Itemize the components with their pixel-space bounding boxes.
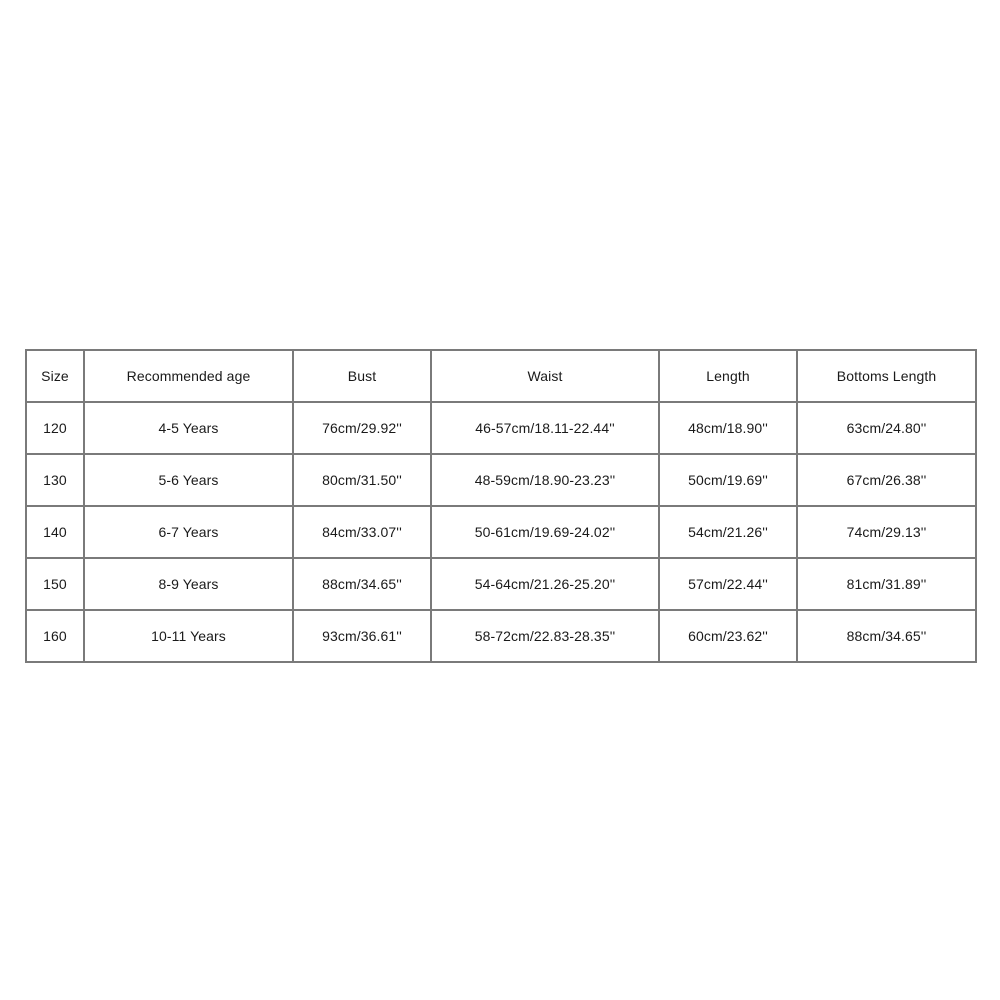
table-header-row: [26, 350, 976, 402]
cell-recommended-age: 8-9 Years: [84, 558, 293, 610]
cell-length: 50cm/19.69'': [659, 454, 797, 506]
header-length: Length: [659, 350, 797, 402]
cell-length: 54cm/21.26'': [659, 506, 797, 558]
cell-bust: 84cm/33.07'': [293, 506, 431, 558]
header-recommended-age: Recommended age: [84, 350, 293, 402]
cell-bottoms-length: 67cm/26.38'': [797, 454, 976, 506]
cell-bottoms-length: 81cm/31.89'': [797, 558, 976, 610]
cell-size: 140: [26, 506, 84, 558]
header-bottoms-length: Bottoms Length: [797, 350, 976, 402]
table-row: [26, 402, 976, 454]
table-row: [26, 558, 976, 610]
table-row: [26, 506, 976, 558]
cell-size: 120: [26, 402, 84, 454]
cell-waist: 58-72cm/22.83-28.35'': [431, 610, 659, 662]
cell-waist: 54-64cm/21.26-25.20'': [431, 558, 659, 610]
cell-recommended-age: 6-7 Years: [84, 506, 293, 558]
cell-waist: 50-61cm/19.69-24.02'': [431, 506, 659, 558]
size-chart-table: [25, 349, 977, 663]
cell-recommended-age: 4-5 Years: [84, 402, 293, 454]
cell-length: 48cm/18.90'': [659, 402, 797, 454]
header-bust: Bust: [293, 350, 431, 402]
cell-bust: 80cm/31.50'': [293, 454, 431, 506]
header-waist: Waist: [431, 350, 659, 402]
cell-waist: 48-59cm/18.90-23.23'': [431, 454, 659, 506]
cell-bottoms-length: 74cm/29.13'': [797, 506, 976, 558]
table-row: [26, 454, 976, 506]
cell-waist: 46-57cm/18.11-22.44'': [431, 402, 659, 454]
cell-length: 60cm/23.62'': [659, 610, 797, 662]
size-chart-container: [25, 349, 975, 651]
cell-bust: 88cm/34.65'': [293, 558, 431, 610]
cell-bust: 76cm/29.92'': [293, 402, 431, 454]
table-row: [26, 610, 976, 662]
cell-size: 130: [26, 454, 84, 506]
cell-size: 150: [26, 558, 84, 610]
cell-bust: 93cm/36.61'': [293, 610, 431, 662]
cell-bottoms-length: 88cm/34.65'': [797, 610, 976, 662]
cell-length: 57cm/22.44'': [659, 558, 797, 610]
header-size: Size: [26, 350, 84, 402]
cell-bottoms-length: 63cm/24.80'': [797, 402, 976, 454]
cell-recommended-age: 10-11 Years: [84, 610, 293, 662]
cell-recommended-age: 5-6 Years: [84, 454, 293, 506]
cell-size: 160: [26, 610, 84, 662]
